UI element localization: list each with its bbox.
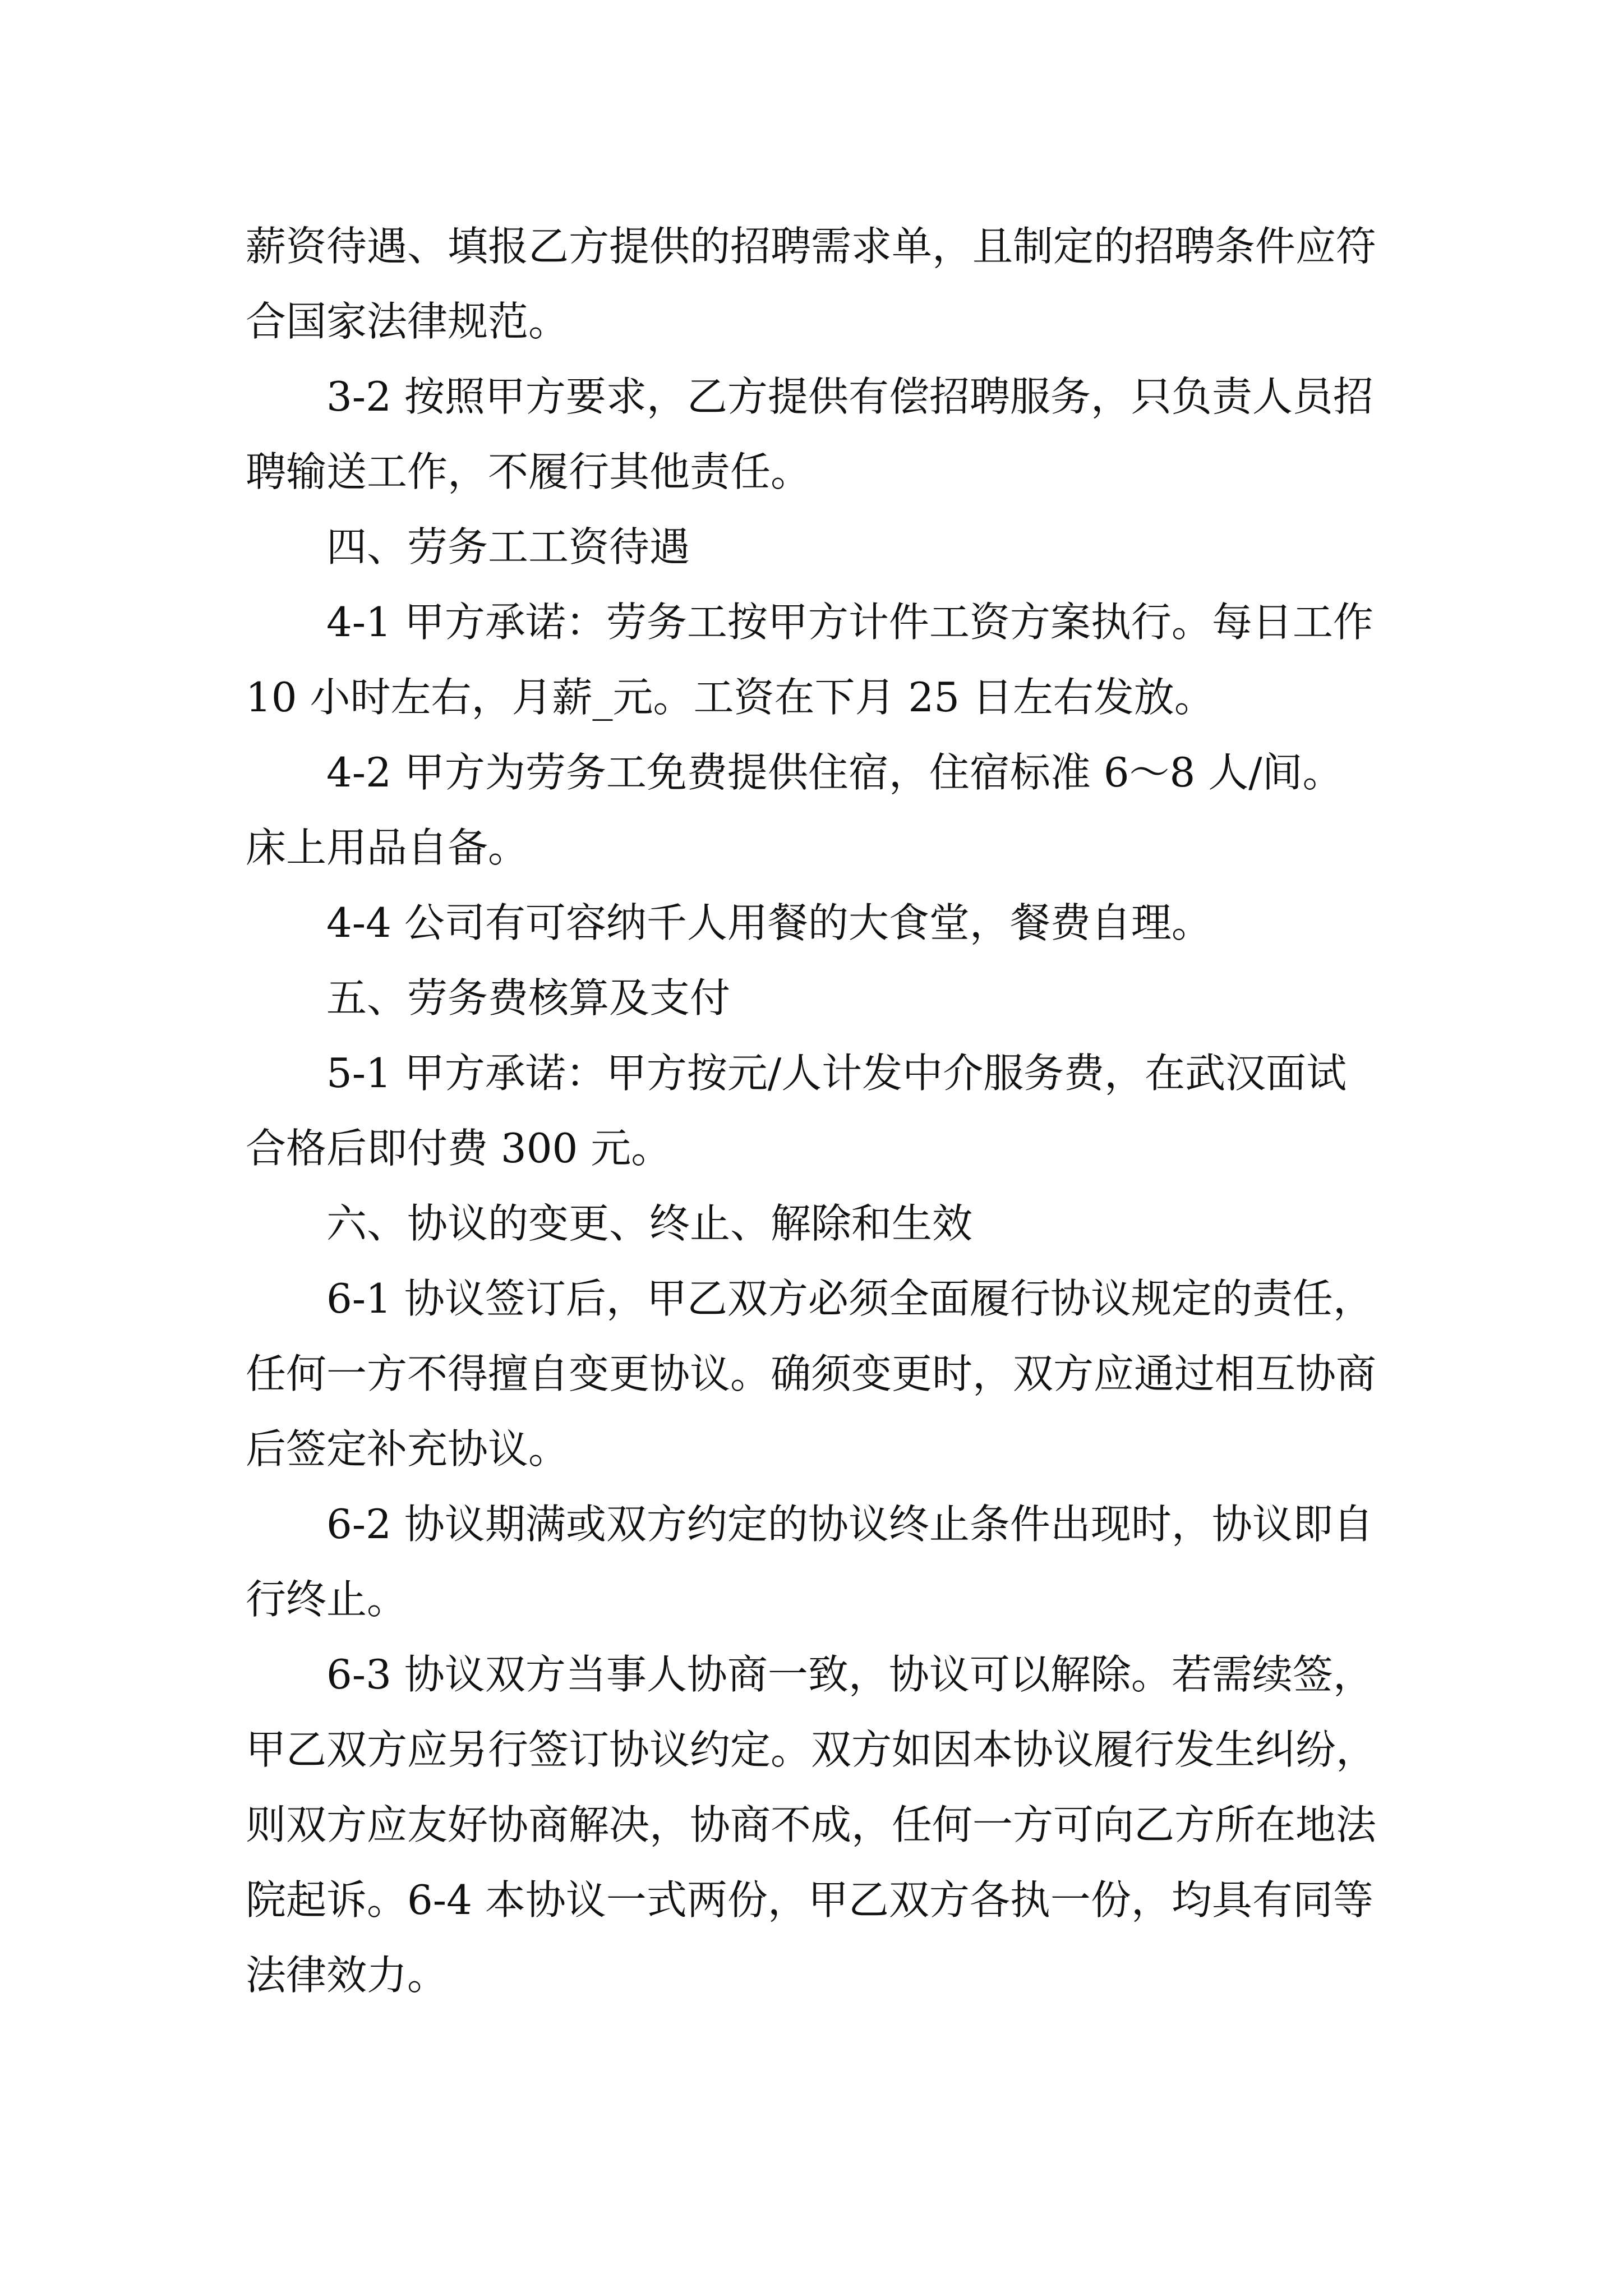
clause-6-2: 6-2 协议期满或双方约定的协议终止条件出现时，协议即自行终止。 (246, 1501, 1373, 1623)
clause-4-1: 4-1 甲方承诺：劳务工按甲方计件工资方案执行。每日工作 10 小时左右，月薪_元。工资在下月 25 日左右发放。 (246, 599, 1373, 721)
clause-6-1: 6-1 协议签订后，甲乙双方必须全面履行协议规定的责任，任何一方不得擅自变更协议。确须变更时，双方应通过相互协商后签定补充协议。 (246, 1275, 1377, 1473)
section-heading-4: 四、劳务工工资待遇 (326, 523, 690, 570)
body-continuation-paragraph: 薪资待遇、填报乙方提供的招聘需求单，且制定的招聘条件应符合国家法律规范。 (246, 223, 1377, 345)
document-body (246, 209, 1378, 2013)
clause-4-2: 4-2 甲方为劳务工免费提供住宿，住宿标准 6～8 人/间。床上用品自备。 (246, 749, 1343, 871)
section-heading-6: 六、协议的变更、终止、解除和生效 (326, 1200, 973, 1247)
clause-6-3: 6-3 协议双方当事人协商一致，协议可以解除。若需续签，甲乙双方应另行签订协议约定。双方如因本协议履行发生纠纷，则双方应友好协商解决，协商不成，任何一方可向乙方所在地法院起诉。6-4 本协议一式两份，甲乙双方各执一份，均具有同等法律效力。 (246, 1651, 1377, 1999)
clause-3-2: 3-2 按照甲方要求，乙方提供有偿招聘服务，只负责人员招聘输送工作，不履行其他责任。 (246, 373, 1373, 495)
clause-4-4: 4-4 公司有可容纳千人用餐的大食堂，餐费自理。 (326, 899, 1212, 946)
section-heading-5: 五、劳务费核算及支付 (326, 974, 731, 1022)
clause-5-1: 5-1 甲方承诺：甲方按元/人计发中介服务费，在武汉面试合格后即付费 300 元。 (246, 1050, 1347, 1172)
